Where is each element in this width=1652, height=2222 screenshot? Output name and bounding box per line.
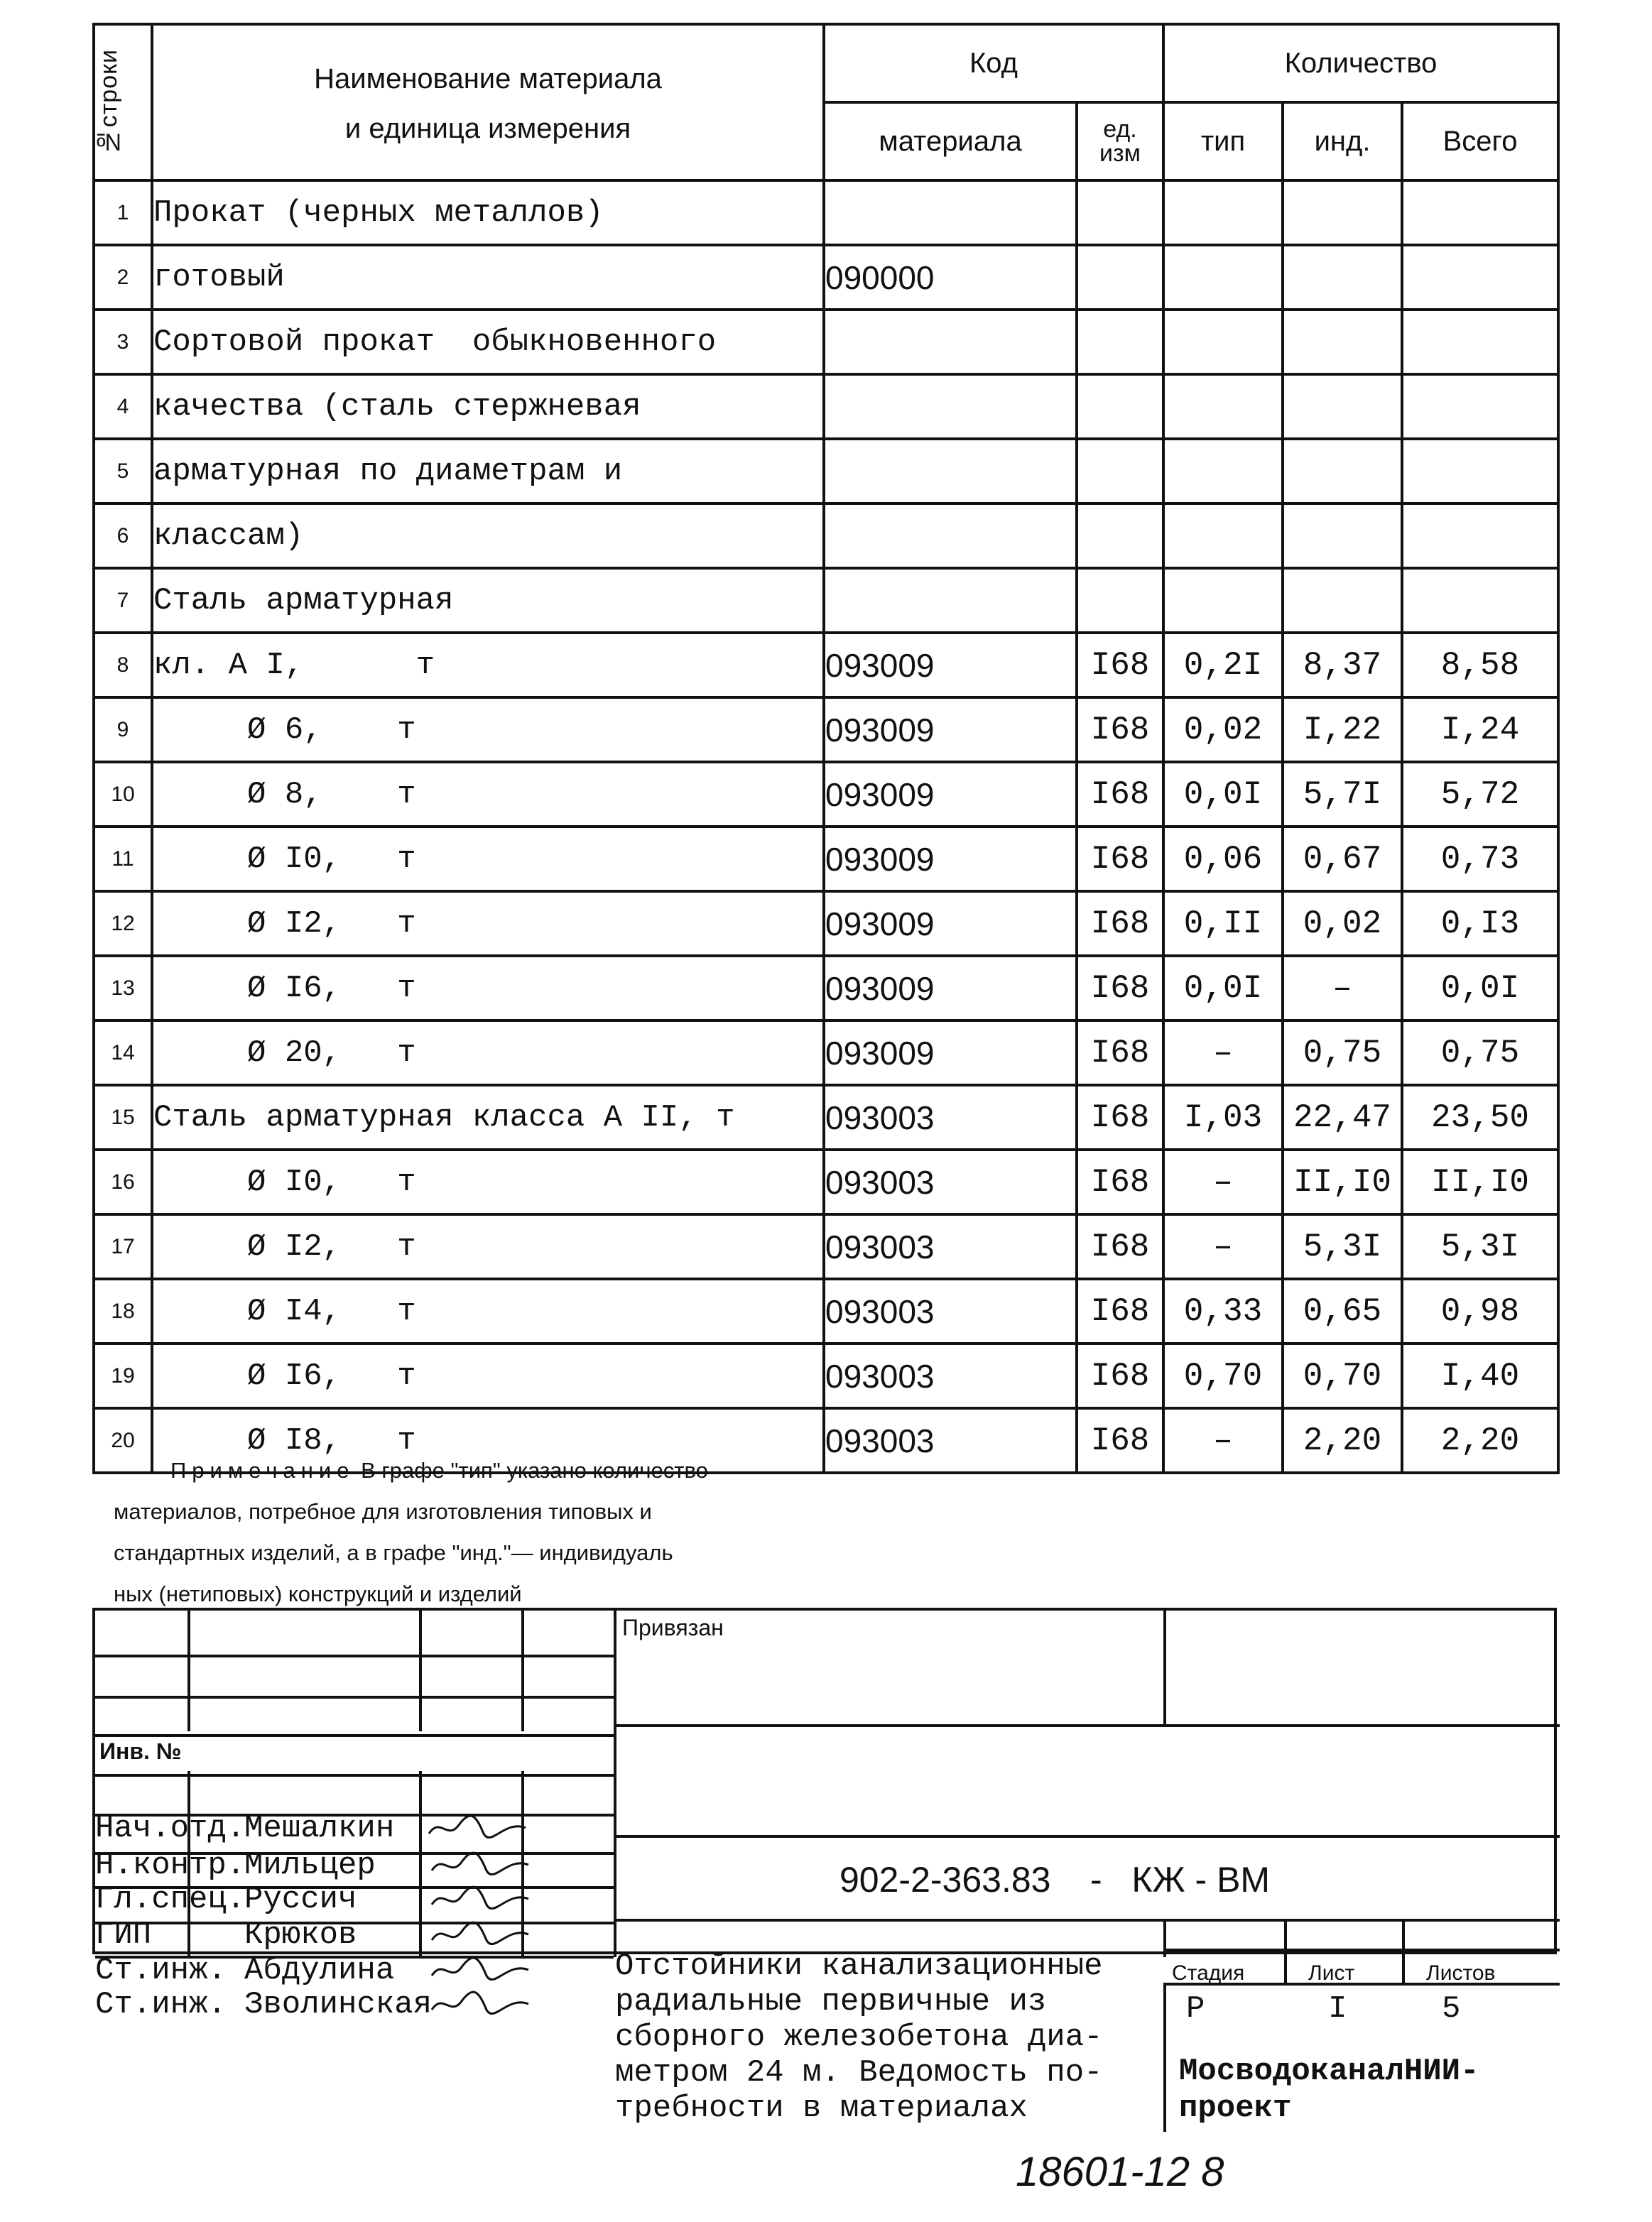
note-line-1: В графе "тип" указано количество: [361, 1458, 708, 1483]
material-code: 093003: [824, 1085, 1077, 1150]
title-line: сборного железобетона диа-: [615, 2020, 1103, 2055]
table-body: [94, 180, 1558, 1473]
qty-total: [1402, 568, 1558, 633]
unit-code: I68: [1077, 1150, 1163, 1214]
table-row: [94, 180, 1558, 245]
material-name: Ø 20, т: [152, 1020, 824, 1085]
signer-name: Крюков: [244, 1917, 357, 1953]
note-line-3: стандартных изделий, а в графе "инд."— индивидуаль: [114, 1540, 673, 1565]
qty-tip: [1163, 439, 1283, 503]
table-row: [94, 1020, 1558, 1085]
material-code: 090000: [824, 245, 1077, 310]
qty-tip: –: [1163, 1020, 1283, 1085]
table-row: [94, 439, 1558, 503]
qty-tip: 0,06: [1163, 827, 1283, 891]
row-number: 8: [94, 633, 152, 697]
qty-tip: [1163, 503, 1283, 568]
table-row: [94, 568, 1558, 633]
attached-label: Привязан: [622, 1615, 724, 1640]
qty-ind: 0,75: [1283, 1020, 1402, 1085]
unit-code: I68: [1077, 1085, 1163, 1150]
row-number: 16: [94, 1150, 152, 1214]
document-sheet: [92, 23, 1557, 2126]
qty-total: [1402, 180, 1558, 245]
qty-tip: –: [1163, 1214, 1283, 1279]
material-name: готовый: [152, 245, 824, 310]
row-number: 2: [94, 245, 152, 310]
qty-tip: –: [1163, 1150, 1283, 1214]
material-name: Сталь арматурная: [152, 568, 824, 633]
signer-role: ГИП: [95, 1917, 152, 1953]
row-number: 14: [94, 1020, 152, 1085]
material-name: Ø I4, т: [152, 1279, 824, 1344]
signature-icon: [429, 1883, 536, 1916]
qty-total: [1402, 374, 1558, 439]
name-header: Наименование материала и единица измерения: [152, 24, 824, 180]
signer-role: Ст.инж.: [95, 1987, 227, 2022]
row-number: 5: [94, 439, 152, 503]
signer-name: Руссич: [244, 1882, 357, 1917]
row-number: 18: [94, 1279, 152, 1344]
qty-ind: [1283, 180, 1402, 245]
material-name: классам): [152, 503, 824, 568]
table-row: [94, 891, 1558, 956]
unit-code: I68: [1077, 1020, 1163, 1085]
row-number: 13: [94, 956, 152, 1020]
qty-ind: [1283, 310, 1402, 374]
material-name: Ø I2, т: [152, 891, 824, 956]
qty-total: 5,72: [1402, 762, 1558, 827]
qty-ind: [1283, 568, 1402, 633]
material-code: 093009: [824, 891, 1077, 956]
qty-ind: 0,70: [1283, 1344, 1402, 1408]
unit-code: I68: [1077, 1408, 1163, 1473]
signer-name: Зволинская: [244, 1987, 433, 2022]
unit-header: ед. изм: [1077, 102, 1163, 180]
unit-code: I68: [1077, 697, 1163, 762]
table-row: [94, 697, 1558, 762]
qty-total: 0,98: [1402, 1279, 1558, 1344]
qty-total: 8,58: [1402, 633, 1558, 697]
signer-name: Абдулина: [244, 1953, 395, 1988]
material-code: 093009: [824, 697, 1077, 762]
material-code: 093009: [824, 827, 1077, 891]
header-row-1: [94, 24, 1558, 102]
unit-code: I68: [1077, 956, 1163, 1020]
qty-ind: [1283, 503, 1402, 568]
table-row: [94, 762, 1558, 827]
qty-total: [1402, 245, 1558, 310]
qty-ind: 0,02: [1283, 891, 1402, 956]
unit-code: I68: [1077, 1279, 1163, 1344]
qty-total: [1402, 503, 1558, 568]
material-code: [824, 503, 1077, 568]
qty-ind: 22,47: [1283, 1085, 1402, 1150]
table-row: [94, 956, 1558, 1020]
qty-ind: –: [1283, 956, 1402, 1020]
material-name: Сортовой прокат обыкновенного: [152, 310, 824, 374]
qty-ind: 0,65: [1283, 1279, 1402, 1344]
note-line-2: материалов, потребное для изготовления типовых и: [114, 1499, 652, 1524]
qty-total: II,I0: [1402, 1150, 1558, 1214]
materials-table: [92, 23, 1560, 1474]
material-code: 093009: [824, 1020, 1077, 1085]
material-name: Прокат (черных металлов): [152, 180, 824, 245]
material-code: [824, 439, 1077, 503]
total-header: Всего: [1402, 102, 1558, 180]
material-name: качества (сталь стержневая: [152, 374, 824, 439]
qty-total: I,40: [1402, 1344, 1558, 1408]
sheet-value: I: [1328, 1991, 1347, 2027]
title-line: Отстойники канализационные: [615, 1949, 1103, 1984]
inv-number-label: Инв. №: [99, 1738, 182, 1764]
material-code: 093003: [824, 1344, 1077, 1408]
material-name: Ø I6, т: [152, 956, 824, 1020]
row-number: 4: [94, 374, 152, 439]
material-code: 093009: [824, 762, 1077, 827]
qty-ind: 5,7I: [1283, 762, 1402, 827]
row-number: 9: [94, 697, 152, 762]
qty-total: [1402, 439, 1558, 503]
row-number: 17: [94, 1214, 152, 1279]
archive-number: 18601-12 8: [1016, 2149, 1224, 2195]
qty-ind: 2,20: [1283, 1408, 1402, 1473]
row-number: 11: [94, 827, 152, 891]
table-row: [94, 245, 1558, 310]
qty-total: I,24: [1402, 697, 1558, 762]
qty-tip: 0,0I: [1163, 762, 1283, 827]
material-code: 093009: [824, 956, 1077, 1020]
table-row: [94, 1344, 1558, 1408]
material-code: 093003: [824, 1214, 1077, 1279]
row-number: 15: [94, 1085, 152, 1150]
qty-ind: II,I0: [1283, 1150, 1402, 1214]
unit-code: [1077, 374, 1163, 439]
row-number: 3: [94, 310, 152, 374]
unit-code: I68: [1077, 1214, 1163, 1279]
unit-code: [1077, 180, 1163, 245]
material-name: Ø 8, т: [152, 762, 824, 827]
signer-role: Ст.инж.: [95, 1953, 227, 1988]
table-row: [94, 374, 1558, 439]
table-row: [94, 503, 1558, 568]
material-code-header: материала: [824, 102, 1077, 180]
code-header: Код: [824, 24, 1163, 102]
signature-icon: [429, 1954, 536, 1987]
row-number: 19: [94, 1344, 152, 1408]
signer-name: Мешалкин: [244, 1811, 395, 1846]
signer-name: Мильцер: [244, 1848, 376, 1883]
material-code: 093003: [824, 1408, 1077, 1473]
title-line: радиальные первичные из: [615, 1984, 1047, 2020]
qty-tip: 0,33: [1163, 1279, 1283, 1344]
table-row: [94, 1279, 1558, 1344]
qty-ind: [1283, 245, 1402, 310]
material-name: Ø I6, т: [152, 1344, 824, 1408]
title-line: метром 24 м. Ведомость по-: [615, 2055, 1103, 2091]
organization-line-1: МосводоканалНИИ-: [1179, 2054, 1479, 2089]
material-code: 093003: [824, 1150, 1077, 1214]
qty-total: 2,20: [1402, 1408, 1558, 1473]
material-name: Сталь арматурная класса А II, т: [152, 1085, 824, 1150]
signature-icon: [429, 1988, 536, 2021]
material-code: 093009: [824, 633, 1077, 697]
qty-ind: I,22: [1283, 697, 1402, 762]
material-code: [824, 568, 1077, 633]
qty-tip: 0,2I: [1163, 633, 1283, 697]
stage-label: Стадия: [1172, 1961, 1245, 1985]
qty-total: 0,0I: [1402, 956, 1558, 1020]
unit-code: I68: [1077, 827, 1163, 891]
organization-line-2: проект: [1179, 2091, 1292, 2126]
table-row: [94, 633, 1558, 697]
tip-header: тип: [1163, 102, 1283, 180]
qty-ind: 8,37: [1283, 633, 1402, 697]
qty-total: 23,50: [1402, 1085, 1558, 1150]
signature-icon: [429, 1919, 536, 1951]
table-row: [94, 1150, 1558, 1214]
qty-total: 0,73: [1402, 827, 1558, 891]
qty-total: [1402, 310, 1558, 374]
qty-tip: I,03: [1163, 1085, 1283, 1150]
row-number: 20: [94, 1408, 152, 1473]
qty-tip: 0,70: [1163, 1344, 1283, 1408]
material-name: Ø I0, т: [152, 1150, 824, 1214]
sheet-label: Лист: [1308, 1961, 1355, 1985]
unit-code: I68: [1077, 1344, 1163, 1408]
unit-code: [1077, 568, 1163, 633]
row-number-header: №строки: [94, 24, 152, 180]
sheets-value: 5: [1442, 1991, 1461, 2027]
row-number: 12: [94, 891, 152, 956]
qty-total: 5,3I: [1402, 1214, 1558, 1279]
qty-ind: [1283, 439, 1402, 503]
signer-role: Гл.спец.: [95, 1882, 246, 1917]
signer-role: Н.контр.: [95, 1848, 246, 1883]
unit-code: I68: [1077, 891, 1163, 956]
row-number: 7: [94, 568, 152, 633]
table-row: [94, 1214, 1558, 1279]
table-row: [94, 827, 1558, 891]
material-name: Ø I8, т: [152, 1408, 824, 1473]
unit-code: [1077, 439, 1163, 503]
qty-tip: [1163, 310, 1283, 374]
signature-icon: [429, 1849, 536, 1882]
note-line-4: ных (нетиповых) конструкций и изделий: [114, 1581, 522, 1606]
material-code: [824, 374, 1077, 439]
row-number: 6: [94, 503, 152, 568]
title-line: требности в материалах: [615, 2091, 1028, 2126]
material-code: [824, 180, 1077, 245]
material-code: 093003: [824, 1279, 1077, 1344]
qty-tip: [1163, 180, 1283, 245]
unit-code: I68: [1077, 633, 1163, 697]
qty-tip: 0,II: [1163, 891, 1283, 956]
qty-tip: [1163, 245, 1283, 310]
material-name: Ø I2, т: [152, 1214, 824, 1279]
qty-ind: [1283, 374, 1402, 439]
unit-code: [1077, 245, 1163, 310]
qty-total: 0,75: [1402, 1020, 1558, 1085]
note-block: [114, 1450, 1037, 1615]
signer-role: Нач.отд.: [95, 1811, 246, 1846]
note-label: Примечание: [170, 1458, 355, 1483]
table-row: [94, 310, 1558, 374]
row-number: 10: [94, 762, 152, 827]
qty-ind: 0,67: [1283, 827, 1402, 891]
qty-tip: [1163, 568, 1283, 633]
qty-ind: 5,3I: [1283, 1214, 1402, 1279]
signature-icon: [426, 1812, 533, 1845]
qty-total: 0,I3: [1402, 891, 1558, 956]
material-name: кл. А I, т: [152, 633, 824, 697]
qty-tip: 0,0I: [1163, 956, 1283, 1020]
qty-tip: [1163, 374, 1283, 439]
sheets-label: Листов: [1426, 1961, 1496, 1985]
material-name: Ø I0, т: [152, 827, 824, 891]
unit-code: [1077, 503, 1163, 568]
stage-value: Р: [1186, 1991, 1205, 2027]
row-number: 1: [94, 180, 152, 245]
material-name: арматурная по диаметрам и: [152, 439, 824, 503]
material-code: [824, 310, 1077, 374]
qty-tip: 0,02: [1163, 697, 1283, 762]
material-name: Ø 6, т: [152, 697, 824, 762]
unit-code: I68: [1077, 762, 1163, 827]
document-code: 902-2-363.83 - КЖ - ВМ: [839, 1860, 1271, 1900]
unit-code: [1077, 310, 1163, 374]
table-row: [94, 1085, 1558, 1150]
ind-header: инд.: [1283, 102, 1402, 180]
quantity-header: Количество: [1163, 24, 1558, 102]
qty-tip: –: [1163, 1408, 1283, 1473]
